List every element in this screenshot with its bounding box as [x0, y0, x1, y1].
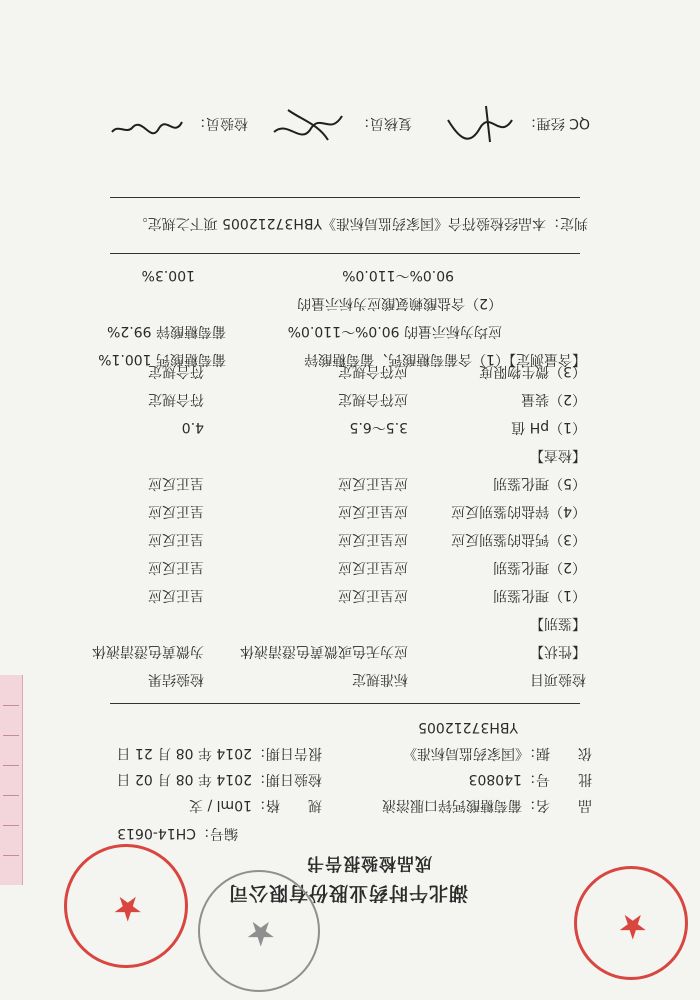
report-number: 编号：CH14-0613	[117, 825, 238, 841]
table-cell-result: 呈正反应	[148, 531, 204, 547]
conclusion: 判定：本品经检验符合《国家药监局标准》YBH37212005 项下之规定。	[133, 215, 588, 231]
col-header-result: 检验结果	[148, 671, 204, 687]
table-cell-item: 【鉴别】	[530, 615, 586, 631]
basis-code: YBH37212005	[418, 719, 518, 735]
divider-bottom	[110, 197, 580, 198]
table-cell-standard: 应呈正反应	[338, 587, 408, 603]
star-icon: ★	[112, 888, 143, 928]
company-seal-middle	[198, 870, 320, 992]
table-cell-standard: 应为无色或微黄色澄清液体	[240, 643, 408, 659]
report-title: 成品检验报告书	[306, 853, 432, 873]
table-cell-result: 呈正反应	[148, 587, 204, 603]
table-cell-item: （1）pH 值	[511, 419, 586, 435]
table-cell-result: 符合规定	[148, 363, 204, 379]
spec-row: 规 格：10ml / 支	[189, 797, 322, 813]
table-cell-result: 呈正反应	[148, 503, 204, 519]
qc-manager-signature	[440, 100, 520, 150]
basis-row: 依 据：《国家药监局标准》	[403, 745, 592, 761]
reviewer-signature	[268, 100, 348, 150]
inspector-signature	[108, 102, 188, 148]
table-cell-result: 为微黄色澄清液体	[92, 643, 204, 659]
reviewer-label: 复核员：	[356, 115, 412, 131]
assay-line-1: 【含量测定】（1）含葡萄糖酸钙、葡萄糖酸锌	[304, 351, 586, 367]
table-cell-standard: 应呈正反应	[338, 531, 408, 547]
table-cell-item: （5）理化鉴别	[493, 475, 586, 491]
report-date-row: 报告日期：2014 年 08 月 21 日	[116, 745, 322, 761]
table-cell-item: 【检查】	[530, 447, 586, 463]
assay-zinc-result: 葡萄糖酸锌 99.2%	[107, 323, 226, 339]
table-cell-result: 呈正反应	[148, 559, 204, 575]
table-cell-result: 4.0	[181, 419, 204, 435]
assay-lysine-result: 100.3%	[141, 267, 195, 283]
divider-middle	[110, 253, 580, 254]
batch-row: 批 号：140803	[468, 771, 592, 787]
table-cell-result: 符合规定	[148, 391, 204, 407]
assay-line-3: （2）含盐酸赖氨酸应为标示量的	[297, 295, 502, 311]
table-cell-item: 【性状】	[530, 643, 586, 659]
col-header-standard: 标准规定	[352, 671, 408, 687]
test-date-row: 检验日期：2014 年 08 月 02 日	[116, 771, 322, 787]
divider-top	[110, 703, 580, 704]
quality-seal-left	[64, 844, 188, 968]
table-cell-standard: 应符合规定	[338, 363, 408, 379]
inspector-label: 检验员：	[192, 115, 248, 131]
quality-seal-right	[574, 866, 688, 980]
table-cell-item: （3）微生物限度	[479, 363, 586, 379]
table-cell-item: （2）装量	[521, 391, 586, 407]
col-header-item: 检验项目	[530, 671, 586, 687]
table-cell-item: （2）理化鉴别	[493, 559, 586, 575]
company-name: 湖北午时药业股份有限公司	[227, 882, 468, 904]
product-name-row: 品 名：葡萄糖酸钙锌口服溶液	[382, 797, 592, 813]
table-cell-standard: 应呈正反应	[338, 559, 408, 575]
table-cell-result: 呈正反应	[148, 475, 204, 491]
table-cell-item: （1）理化鉴别	[493, 587, 586, 603]
table-cell-standard: 应呈正反应	[338, 475, 408, 491]
table-cell-item: （3）钙盐的鉴别反应	[451, 531, 586, 547]
assay-line-2: 应均为标示量的 90.0%～110.0%	[287, 323, 502, 339]
table-cell-standard: 应符合规定	[338, 391, 408, 407]
table-cell-standard: 应呈正反应	[338, 503, 408, 519]
assay-range: 90.0%～110.0%	[342, 267, 454, 283]
star-icon: ★	[245, 913, 276, 953]
star-icon: ★	[617, 906, 648, 946]
table-cell-standard: 3.5～6.5	[349, 419, 408, 435]
assay-calcium-result: 葡萄糖酸钙 100.1%	[98, 351, 226, 367]
qc-manager-label: QC 经理：	[522, 115, 590, 131]
table-cell-item: （4）锌盐的鉴别反应	[451, 503, 586, 519]
